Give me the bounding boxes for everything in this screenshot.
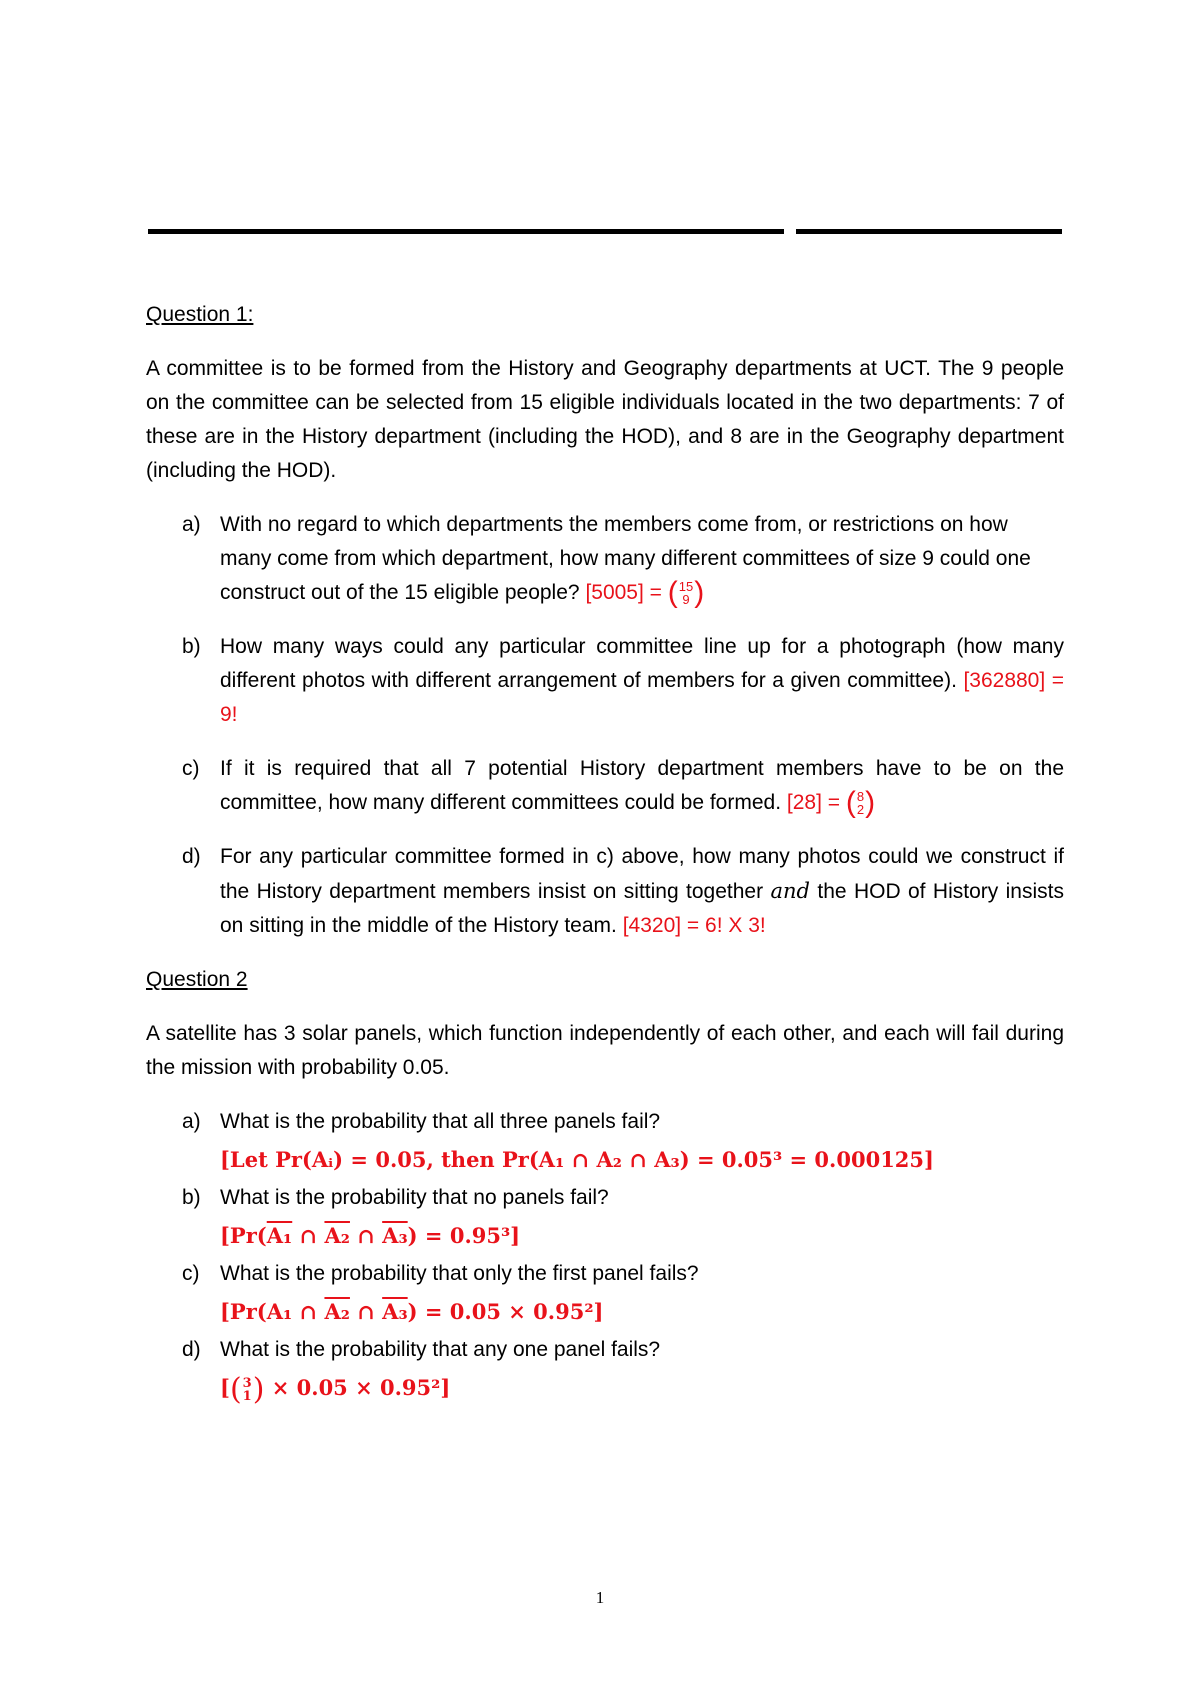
q1-part-d-answer: [4320] = 6! X 3! (622, 914, 766, 937)
ans-part: ) = 0.95³] (407, 1223, 521, 1248)
q2-part-d-answer (220, 1371, 1064, 1405)
ans-part: ) = 0.05 × 0.95²] (407, 1299, 604, 1324)
document-body (146, 298, 1064, 1425)
binom-top: 15 (678, 579, 694, 595)
q1-part-c-answer: [28] = (786, 791, 841, 814)
q1-part-a-text: With no regard to which departments the members come from, or restrictions on how many come from which department, how many different committees of size 9 could one construct out of the 15 eligible people? (220, 513, 1031, 604)
header-rule-right (796, 229, 1062, 234)
ans-complement-a2: A₂ (324, 1223, 350, 1248)
ans-intersect: ∩ (349, 1299, 383, 1324)
ans-intersect: ∩ (349, 1223, 383, 1248)
question-1-parts (146, 508, 1064, 943)
q1-part-b (146, 630, 1064, 732)
ans-part: [Pr(A₁ ∩ (220, 1299, 325, 1324)
q2-part-a-answer: [Let Pr(Aᵢ) = 0.05, then Pr(A₁ ∩ A₂ ∩ A₃) = 0.05³ = 0.000125] (220, 1147, 934, 1172)
ans-complement-a2: A₂ (324, 1299, 350, 1324)
q2-part-d-text: What is the probability that any one panel fails? (220, 1338, 661, 1361)
q1-part-c-binomial: ( 8 2 ) (845, 786, 876, 820)
q2-part-b-answer (220, 1219, 1064, 1253)
q2-part-d-label: d) (182, 1338, 201, 1361)
ans-complement-a3: A₃ (382, 1299, 408, 1324)
q1-part-a-label: a) (182, 513, 201, 536)
q1-part-a-binomial: ( 15 9 ) (667, 576, 705, 610)
q1-part-d-label: d) (182, 845, 201, 868)
q1-part-a-answer: [5005] = (585, 581, 662, 604)
page-number: 1 (595, 1588, 605, 1607)
binom-top: 8 (856, 789, 865, 805)
q1-part-c (146, 752, 1064, 820)
q1-part-c-text: If it is required that all 7 potential History department members have to be on the committee, how many different committees could be formed. (220, 757, 1064, 814)
q2-part-c-label: c) (182, 1262, 200, 1285)
q1-part-d (146, 840, 1064, 943)
q1-part-d-text-end: the HOD of History insists on sitting in the middle of the History team. (220, 880, 1064, 937)
question-2-parts (146, 1105, 1064, 1405)
q1-part-b-label: b) (182, 635, 201, 658)
q2-part-c (146, 1257, 1064, 1329)
ans-complement-a1: A₁ (266, 1223, 293, 1248)
ans-part: [ (220, 1375, 230, 1400)
q1-part-b-answer: [362880] = 9! (220, 669, 1064, 726)
q2-part-d (146, 1333, 1064, 1405)
ans-complement-a3: A₃ (382, 1223, 408, 1248)
q1-part-d-italic: and (770, 879, 810, 903)
question-1-intro: A committee is to be formed from the History and Geography departments at UCT. The 9 people on the committee can be selected from 15 eligible individuals located in the two departments: 7 of these are in the History department (including the HOD), and 8 are in the Geography department (including the HOD). (146, 357, 1064, 482)
binom-bottom: 2 (856, 802, 865, 818)
q2-part-d-binomial: ( 3 1 ) (229, 1371, 265, 1407)
ans-part: × 0.05 × 0.95²] (264, 1375, 451, 1400)
q2-part-a (146, 1105, 1064, 1177)
ans-part: [Pr( (220, 1223, 267, 1248)
q2-part-b-text: What is the probability that no panels fail? (220, 1186, 609, 1209)
q2-part-a-text: What is the probability that all three panels fail? (220, 1110, 661, 1133)
question-2-intro: A satellite has 3 solar panels, which function independently of each other, and each will fail during the mission with probability 0.05. (146, 1022, 1064, 1079)
binom-bottom: 9 (682, 592, 690, 608)
q1-part-a (146, 508, 1064, 610)
q2-part-a-label: a) (182, 1110, 201, 1133)
ans-intersect: ∩ (292, 1223, 325, 1248)
header-rule-left (148, 229, 784, 234)
binom-top: 3 (242, 1375, 252, 1391)
q1-part-b-text: How many ways could any particular committee line up for a photograph (how many different photos with different arrangement of members for a given committee). (220, 635, 1064, 692)
q2-part-b-label: b) (182, 1186, 201, 1209)
question-2-heading: Question 2 (146, 968, 248, 991)
question-1-heading: Question 1: (146, 303, 254, 326)
q1-part-d-text: For any particular committee formed in c) above, how many photos could we construct if the History department members insist on sitting together (220, 845, 1064, 903)
q2-part-b (146, 1181, 1064, 1253)
binom-bottom: 1 (242, 1388, 252, 1404)
q1-part-c-label: c) (182, 757, 200, 780)
q2-part-c-answer (220, 1295, 1064, 1329)
q2-part-c-text: What is the probability that only the first panel fails? (220, 1262, 699, 1285)
